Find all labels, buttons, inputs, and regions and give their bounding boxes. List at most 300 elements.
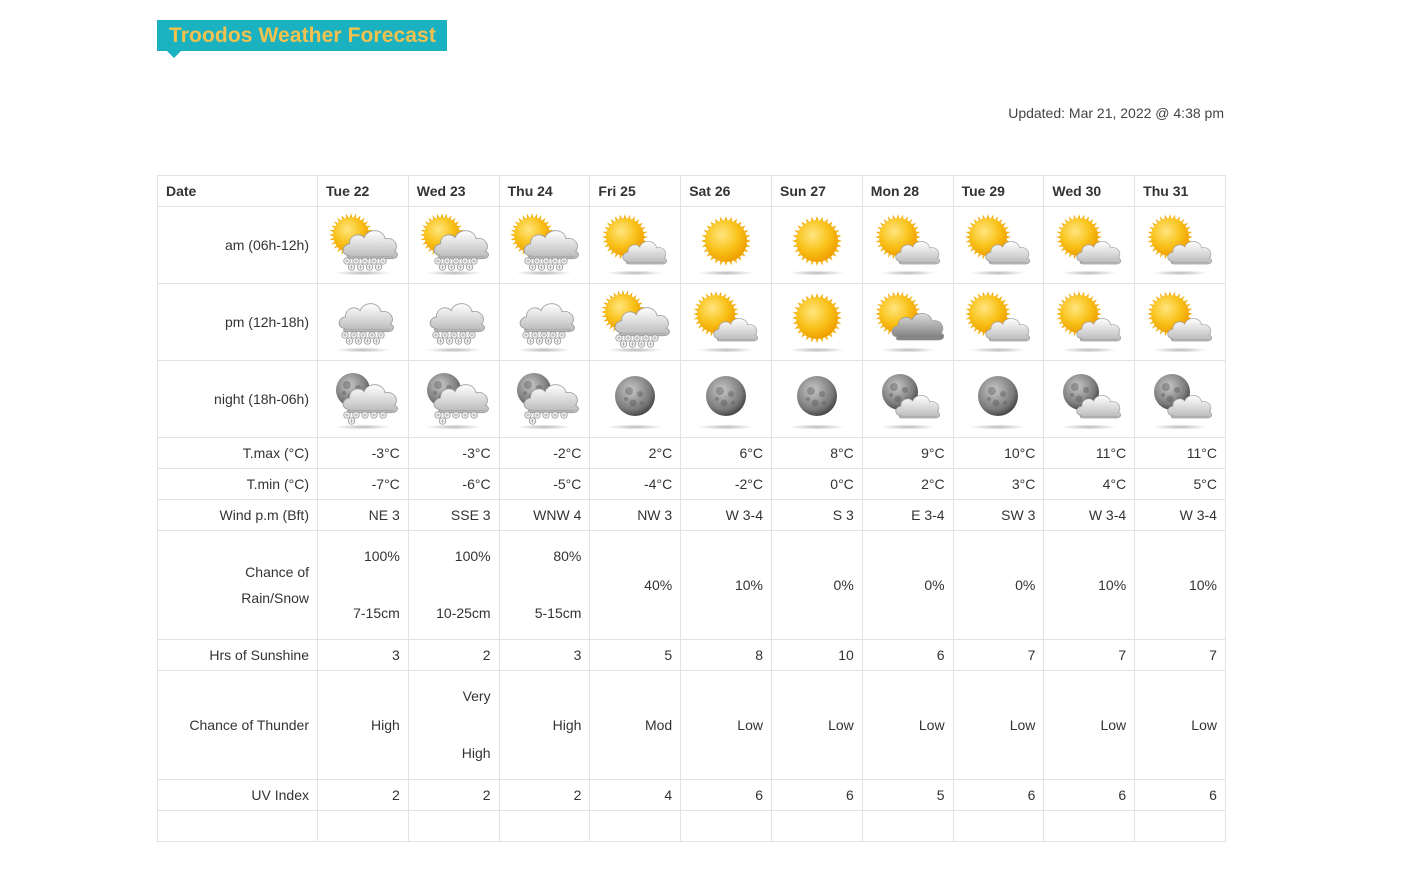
wind-row <box>158 500 1226 531</box>
moon-cloud-snow-icon <box>418 366 490 432</box>
night-icon-cell <box>1135 361 1226 438</box>
pm-label: pm (12h-18h) <box>158 284 318 361</box>
sunshine-value: 10 <box>838 647 854 663</box>
sun-cloud-icon <box>1144 289 1216 355</box>
sunshine-value: 7 <box>1027 647 1036 663</box>
sunshine-value: 3 <box>573 647 582 663</box>
day-header: Fri 25 <box>590 176 681 207</box>
thunder-row <box>158 671 1226 780</box>
sunshine-cell <box>318 640 409 671</box>
temp-unit: °C <box>928 445 945 461</box>
tmax-value: 6 <box>739 445 748 461</box>
tmax-label: T.max (°C) <box>158 438 318 469</box>
day-header: Sun 27 <box>771 176 862 207</box>
uv-cell <box>408 780 499 811</box>
rain-stack <box>598 548 672 622</box>
temp-unit: °C <box>838 445 854 461</box>
thunder-stack <box>1052 688 1126 762</box>
empty-cell <box>318 811 409 842</box>
tmin-value: 4 <box>1102 476 1111 492</box>
thunder-label: Chance of Thunder <box>158 671 318 780</box>
uv-cell <box>862 780 953 811</box>
day-header: Wed 30 <box>1044 176 1135 207</box>
wind-cell <box>1135 500 1226 531</box>
day-header: Tue 22 <box>318 176 409 207</box>
wind-cell <box>408 500 499 531</box>
night-icon-cell <box>1044 361 1135 438</box>
tmin-value: -2 <box>734 476 748 492</box>
rain-mid-text: 10% <box>1188 576 1217 593</box>
pm-icon-cell <box>1135 284 1226 361</box>
temp-unit: °C <box>747 476 763 492</box>
thunder-mid-text: Low <box>918 716 945 733</box>
wind-value: S 3 <box>832 507 854 523</box>
tmax-value: -3 <box>371 445 385 461</box>
rain-mid-text: 10% <box>1098 576 1127 593</box>
thunder-cell <box>771 671 862 780</box>
cloud-shape <box>521 304 575 332</box>
thunder-cell <box>681 671 772 780</box>
wind-value: SSE 3 <box>450 507 491 523</box>
title-pointer <box>167 51 181 58</box>
rain-label-line1: Chance of <box>245 564 309 580</box>
temp-unit: °C <box>1019 445 1036 461</box>
thunder-mid-text: Mod <box>644 716 673 733</box>
am-label: am (06h-12h) <box>158 207 318 284</box>
thunder-mid-text: Low <box>828 716 854 733</box>
thunder-stack <box>417 688 491 762</box>
sunshine-label: Hrs of Sunshine <box>158 640 318 671</box>
rain-cell <box>499 531 590 640</box>
thunder-stack <box>780 688 854 762</box>
day-header: Sat 26 <box>681 176 772 207</box>
thunder-mid-text: Low <box>737 716 763 733</box>
thunder-stack <box>598 688 672 762</box>
tmax-value: 9 <box>921 445 929 461</box>
thunder-stack <box>962 688 1036 762</box>
rain-label <box>158 531 318 640</box>
sun-cloud-snow-icon <box>418 212 490 278</box>
tmin-cell <box>771 469 862 500</box>
tmax-value: 11 <box>1095 445 1111 461</box>
thunder-stack <box>508 688 582 762</box>
uv-value: 6 <box>755 787 763 803</box>
uv-value: 2 <box>392 787 400 803</box>
am-icon-cell <box>1044 207 1135 284</box>
tmax-value: 8 <box>830 445 839 461</box>
wind-value: W 3-4 <box>1088 507 1127 523</box>
date-header: Date <box>158 176 318 207</box>
day-header: Thu 31 <box>1135 176 1226 207</box>
rain-mid-text: 0% <box>1015 576 1036 593</box>
night-row <box>158 361 1226 438</box>
snowflakes <box>434 412 476 424</box>
updated-timestamp: Updated: Mar 21, 2022 @ 4:38 pm <box>1008 105 1224 121</box>
snowflakes <box>525 412 567 424</box>
night-icon-cell <box>408 361 499 438</box>
pm-icon-cell <box>408 284 499 361</box>
rain-mid-text: 0% <box>924 576 945 593</box>
tmax-value: 10 <box>1004 445 1020 461</box>
night-icon-cell <box>590 361 681 438</box>
tmin-cell <box>1135 469 1226 500</box>
sun-cloud-dark-icon <box>872 289 944 355</box>
empty-cell <box>953 811 1044 842</box>
tmin-value: 5 <box>1193 476 1202 492</box>
temp-unit: °C <box>474 476 491 492</box>
thunder-stack <box>326 688 400 762</box>
uv-cell <box>953 780 1044 811</box>
empty-cell <box>408 811 499 842</box>
tmin-cell <box>681 469 772 500</box>
sun-cloud-snow-icon <box>599 289 671 355</box>
sunshine-cell <box>771 640 862 671</box>
rain-bot-text: 10-25cm <box>436 605 491 621</box>
sunshine-cell <box>1044 640 1135 671</box>
rain-label-line2: Rain/Snow <box>241 590 309 606</box>
am-icon-cell <box>1135 207 1226 284</box>
temp-unit: °C <box>1019 476 1036 492</box>
am-icon-cell <box>590 207 681 284</box>
uv-value: 5 <box>936 787 945 803</box>
rain-mid-text: 0% <box>833 576 854 593</box>
thunder-cell <box>1044 671 1135 780</box>
tmin-row <box>158 469 1226 500</box>
wind-cell <box>953 500 1044 531</box>
pm-row <box>158 284 1226 361</box>
thunder-bot-text: High <box>461 745 491 761</box>
snowflakes <box>342 332 384 344</box>
temp-unit: °C <box>1110 445 1127 461</box>
uv-cell <box>318 780 409 811</box>
sun-shape <box>792 216 842 266</box>
tmin-value: 0 <box>830 476 839 492</box>
uv-cell <box>499 780 590 811</box>
am-icon-cell <box>681 207 772 284</box>
pm-icon-cell <box>1044 284 1135 361</box>
am-row <box>158 207 1226 284</box>
tmin-value: 3 <box>1011 476 1020 492</box>
night-icon-cell <box>953 361 1044 438</box>
date-row <box>158 176 1226 207</box>
night-icon-cell <box>318 361 409 438</box>
tmax-cell <box>862 438 953 469</box>
snowflakes <box>432 332 474 344</box>
rain-stack <box>780 548 854 622</box>
day-header: Mon 28 <box>862 176 953 207</box>
night-icon-cell <box>499 361 590 438</box>
tmax-cell <box>318 438 409 469</box>
sun-cloud-icon <box>1144 212 1216 278</box>
wind-label: Wind p.m (Bft) <box>158 500 318 531</box>
tmax-cell <box>681 438 772 469</box>
thunder-mid-text: High <box>552 716 582 733</box>
sun-icon <box>781 289 853 355</box>
thunder-cell <box>318 671 409 780</box>
day-header: Wed 23 <box>408 176 499 207</box>
empty-cell <box>1135 811 1226 842</box>
sun-cloud-icon <box>962 212 1034 278</box>
moon-cloud-icon <box>872 366 944 432</box>
temp-unit: °C <box>1110 476 1127 492</box>
tmax-cell <box>590 438 681 469</box>
wind-cell <box>771 500 862 531</box>
tmin-cell <box>590 469 681 500</box>
rain-cell <box>1044 531 1135 640</box>
moon-cloud-icon <box>1053 366 1125 432</box>
moon-icon <box>599 366 671 432</box>
sunshine-cell <box>590 640 681 671</box>
tmin-value: -7 <box>371 476 385 492</box>
am-icon-cell <box>318 207 409 284</box>
tmax-cell <box>953 438 1044 469</box>
tmax-row <box>158 438 1226 469</box>
rain-stack <box>1052 548 1126 622</box>
rain-cell <box>771 531 862 640</box>
wind-cell <box>862 500 953 531</box>
sun-cloud-icon <box>1053 289 1125 355</box>
empty-cell <box>771 811 862 842</box>
sun-cloud-icon <box>872 212 944 278</box>
pm-icon-cell <box>953 284 1044 361</box>
sun-cloud-icon <box>599 212 671 278</box>
empty-cell <box>158 811 318 842</box>
rain-mid-text: 10% <box>734 576 763 593</box>
uv-cell <box>681 780 772 811</box>
uv-value: 6 <box>1118 787 1127 803</box>
tmax-cell <box>771 438 862 469</box>
sun-icon <box>690 212 762 278</box>
thunder-mid-text: Low <box>1191 716 1217 733</box>
sunshine-value: 5 <box>664 647 673 663</box>
tmax-cell <box>499 438 590 469</box>
temp-unit: °C <box>1201 476 1217 492</box>
temp-unit: °C <box>656 476 673 492</box>
night-icon-cell <box>862 361 953 438</box>
sunshine-cell <box>681 640 772 671</box>
moon-icon <box>781 366 853 432</box>
sunshine-cell <box>862 640 953 671</box>
tmin-cell <box>953 469 1044 500</box>
page-title: Troodos Weather Forecast <box>169 23 436 47</box>
am-icon-cell <box>771 207 862 284</box>
tmin-value: -5 <box>553 476 566 492</box>
tmin-cell <box>318 469 409 500</box>
empty-cell <box>681 811 772 842</box>
empty-cell <box>499 811 590 842</box>
wind-value: SW 3 <box>1001 507 1036 523</box>
uv-cell <box>1135 780 1226 811</box>
temp-unit: °C <box>384 445 400 461</box>
page-title-banner <box>157 20 447 51</box>
sunshine-cell <box>408 640 499 671</box>
rain-row <box>158 531 1226 640</box>
tmax-value: -2 <box>553 445 566 461</box>
uv-cell <box>1044 780 1135 811</box>
rain-bot-text: 5-15cm <box>534 605 582 621</box>
rain-stack <box>417 548 491 622</box>
empty-cell <box>590 811 681 842</box>
sunshine-value: 3 <box>392 647 400 663</box>
snowflakes <box>344 258 386 270</box>
rain-cell <box>408 531 499 640</box>
pm-icon-cell <box>771 284 862 361</box>
thunder-top-text: Very <box>462 688 491 704</box>
uv-value: 6 <box>1027 787 1036 803</box>
rain-stack <box>962 548 1036 622</box>
tmax-value: -3 <box>462 445 475 461</box>
rain-cell <box>318 531 409 640</box>
tmin-value: -4 <box>644 476 657 492</box>
am-icon-cell <box>953 207 1044 284</box>
wind-cell <box>1044 500 1135 531</box>
rain-stack <box>1143 548 1217 622</box>
tmin-value: 2 <box>921 476 929 492</box>
rain-top-text: 100% <box>454 548 491 564</box>
sun-shape <box>701 216 751 266</box>
tmin-cell <box>499 469 590 500</box>
pm-icon-cell <box>318 284 409 361</box>
temp-unit: °C <box>474 445 491 461</box>
cloud-shape <box>339 304 393 332</box>
thunder-stack <box>1143 688 1217 762</box>
cloud-snow-icon <box>508 289 580 355</box>
tmin-label: T.min (°C) <box>158 469 318 500</box>
empty-cell <box>1044 811 1135 842</box>
snowflakes <box>344 412 386 424</box>
uv-value: 6 <box>845 787 854 803</box>
pm-icon-cell <box>590 284 681 361</box>
thunder-stack <box>689 688 763 762</box>
tmax-cell <box>1044 438 1135 469</box>
moon-icon <box>962 366 1034 432</box>
rain-top-text: 80% <box>553 548 582 564</box>
thunder-mid-text: High <box>371 716 400 733</box>
moon-icon <box>690 366 762 432</box>
rain-stack <box>871 548 945 622</box>
empty-row <box>158 811 1226 842</box>
thunder-cell <box>499 671 590 780</box>
thunder-stack <box>871 688 945 762</box>
temp-unit: °C <box>565 445 582 461</box>
rain-cell <box>590 531 681 640</box>
sun-cloud-icon <box>962 289 1034 355</box>
thunder-cell <box>1135 671 1226 780</box>
temp-unit: °C <box>1201 445 1217 461</box>
uv-value: 6 <box>1209 787 1217 803</box>
empty-cell <box>862 811 953 842</box>
night-icon-cell <box>681 361 772 438</box>
sunshine-value: 8 <box>755 647 763 663</box>
uv-cell <box>590 780 681 811</box>
wind-cell <box>590 500 681 531</box>
moon-shape <box>978 376 1018 416</box>
sun-shape <box>792 293 842 343</box>
cloud-shape <box>430 304 484 332</box>
snowflakes <box>616 335 658 347</box>
uv-cell <box>771 780 862 811</box>
wind-cell <box>499 500 590 531</box>
rain-top-text: 100% <box>363 548 400 564</box>
temp-unit: °C <box>656 445 673 461</box>
sun-cloud-snow-icon <box>327 212 399 278</box>
tmin-cell <box>408 469 499 500</box>
tmin-value: -6 <box>462 476 475 492</box>
temp-unit: °C <box>838 476 854 492</box>
thunder-mid-text: Low <box>1100 716 1127 733</box>
snowflakes <box>523 332 565 344</box>
moon-shape <box>797 376 837 416</box>
thunder-mid-text: Low <box>1009 716 1036 733</box>
am-icon-cell <box>408 207 499 284</box>
pm-icon-cell <box>499 284 590 361</box>
sunshine-value: 7 <box>1118 647 1127 663</box>
sunshine-cell <box>499 640 590 671</box>
pm-icon-cell <box>862 284 953 361</box>
temp-unit: °C <box>747 445 763 461</box>
moon-cloud-snow-icon <box>508 366 580 432</box>
rain-cell <box>953 531 1044 640</box>
sunshine-cell <box>1135 640 1226 671</box>
am-icon-cell <box>499 207 590 284</box>
temp-unit: °C <box>928 476 945 492</box>
am-icon-cell <box>862 207 953 284</box>
sunshine-cell <box>953 640 1044 671</box>
moon-shape <box>706 376 746 416</box>
wind-value: W 3-4 <box>1179 507 1217 523</box>
temp-unit: °C <box>384 476 400 492</box>
cloud-snow-icon <box>418 289 490 355</box>
sun-cloud-snow-icon <box>508 212 580 278</box>
wind-cell <box>318 500 409 531</box>
wind-cell <box>681 500 772 531</box>
thunder-cell <box>862 671 953 780</box>
tmax-cell <box>1135 438 1226 469</box>
rain-stack <box>508 548 582 622</box>
night-label: night (18h-06h) <box>158 361 318 438</box>
tmin-cell <box>862 469 953 500</box>
sunshine-value: 7 <box>1209 647 1217 663</box>
wind-value: NE 3 <box>368 507 400 523</box>
snowflakes <box>525 258 567 270</box>
tmax-value: 11 <box>1186 445 1202 461</box>
sunshine-value: 6 <box>936 647 945 663</box>
rain-bot-text: 7-15cm <box>353 605 400 621</box>
day-header: Thu 24 <box>499 176 590 207</box>
thunder-cell <box>953 671 1044 780</box>
sun-icon <box>781 212 853 278</box>
uv-value: 2 <box>482 787 491 803</box>
uv-value: 4 <box>664 787 673 803</box>
wind-value: E 3-4 <box>911 507 945 523</box>
rain-cell <box>681 531 772 640</box>
rain-stack <box>689 548 763 622</box>
night-icon-cell <box>771 361 862 438</box>
rain-cell <box>1135 531 1226 640</box>
thunder-cell <box>590 671 681 780</box>
rain-mid-text: 40% <box>644 576 673 593</box>
pm-icon-cell <box>681 284 772 361</box>
uv-label: UV Index <box>158 780 318 811</box>
wind-value: WNW 4 <box>533 507 582 523</box>
sun-cloud-icon <box>690 289 762 355</box>
rain-stack <box>326 548 400 622</box>
cloud-snow-icon <box>327 289 399 355</box>
forecast-table <box>157 175 1226 842</box>
uv-value: 2 <box>573 787 582 803</box>
moon-shape <box>615 376 655 416</box>
tmin-cell <box>1044 469 1135 500</box>
